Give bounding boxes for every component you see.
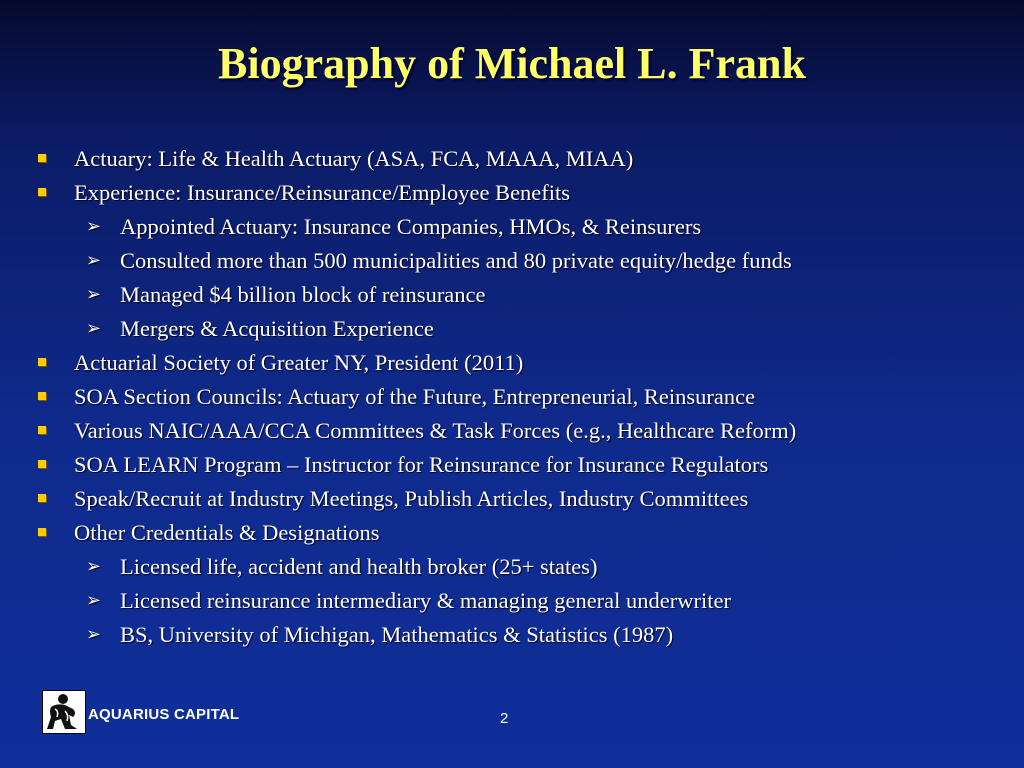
bullet-text: Various NAIC/AAA/CCA Committees & Task Forces (e.g., Healthcare Reform) — [74, 418, 797, 443]
square-bullet-icon — [38, 358, 46, 366]
bullet-text: Other Credentials & Designations — [74, 520, 380, 545]
bullet-text: SOA Section Councils: Actuary of the Future, Entrepreneurial, Reinsurance — [74, 384, 756, 409]
bullet-item — [36, 482, 996, 516]
bullet-item — [36, 142, 996, 176]
sub-bullet-item — [36, 584, 996, 618]
square-bullet-icon — [38, 188, 46, 196]
bullet-item — [36, 380, 996, 414]
arrow-bullet-icon: ➢ — [86, 556, 102, 577]
sub-bullet-item — [36, 278, 996, 312]
square-bullet-icon — [38, 528, 46, 536]
bullet-text: Speak/Recruit at Industry Meetings, Publish Articles, Industry Committees — [74, 486, 749, 511]
arrow-bullet-icon: ➢ — [86, 318, 102, 339]
bullet-item — [36, 516, 996, 550]
logo-graphic — [43, 691, 85, 733]
bullet-item — [36, 346, 996, 380]
bullet-text: Managed $4 billion block of reinsurance — [120, 282, 486, 307]
bullet-text: Licensed life, accident and health broker (25+ states) — [120, 554, 598, 579]
page-number: 2 — [500, 710, 509, 727]
bullet-text: Consulted more than 500 municipalities and 80 private equity/hedge funds — [120, 248, 792, 273]
bullet-text: Licensed reinsurance intermediary & managing general underwriter — [120, 588, 731, 613]
square-bullet-icon — [38, 426, 46, 434]
bullet-item — [36, 414, 996, 448]
sub-bullet-item — [36, 210, 996, 244]
bullet-item — [36, 176, 996, 210]
sub-bullet-item — [36, 244, 996, 278]
square-bullet-icon — [38, 460, 46, 468]
arrow-bullet-icon: ➢ — [86, 590, 102, 611]
square-bullet-icon — [38, 154, 46, 162]
sub-bullet-item — [36, 618, 996, 652]
bullet-text: Experience: Insurance/Reinsurance/Employee Benefits — [74, 180, 571, 205]
slide-title: Biography of Michael L. Frank — [218, 39, 806, 88]
arrow-bullet-icon: ➢ — [86, 624, 102, 645]
square-bullet-icon — [38, 392, 46, 400]
bullet-text: Appointed Actuary: Insurance Companies, HMOs, & Reinsurers — [120, 214, 702, 239]
sub-bullet-item — [36, 312, 996, 346]
aquarius-figure-logo-icon — [42, 690, 86, 734]
arrow-bullet-icon: ➢ — [86, 284, 102, 305]
bullet-list — [36, 142, 996, 652]
bullet-text: Mergers & Acquisition Experience — [120, 316, 434, 341]
bullet-text: Actuary: Life & Health Actuary (ASA, FCA, MAAA, MIAA) — [74, 146, 634, 171]
bullet-text: BS, University of Michigan, Mathematics & Statistics (1987) — [120, 622, 674, 647]
bullet-item — [36, 448, 996, 482]
arrow-bullet-icon: ➢ — [86, 250, 102, 271]
bullet-text: Actuarial Society of Greater NY, President (2011) — [74, 350, 524, 375]
bullet-text: SOA LEARN Program – Instructor for Reinsurance for Insurance Regulators — [74, 452, 769, 477]
sub-bullet-item — [36, 550, 996, 584]
company-brand: AQUARIUS CAPITAL — [88, 706, 240, 723]
arrow-bullet-icon: ➢ — [86, 216, 102, 237]
square-bullet-icon — [38, 494, 46, 502]
